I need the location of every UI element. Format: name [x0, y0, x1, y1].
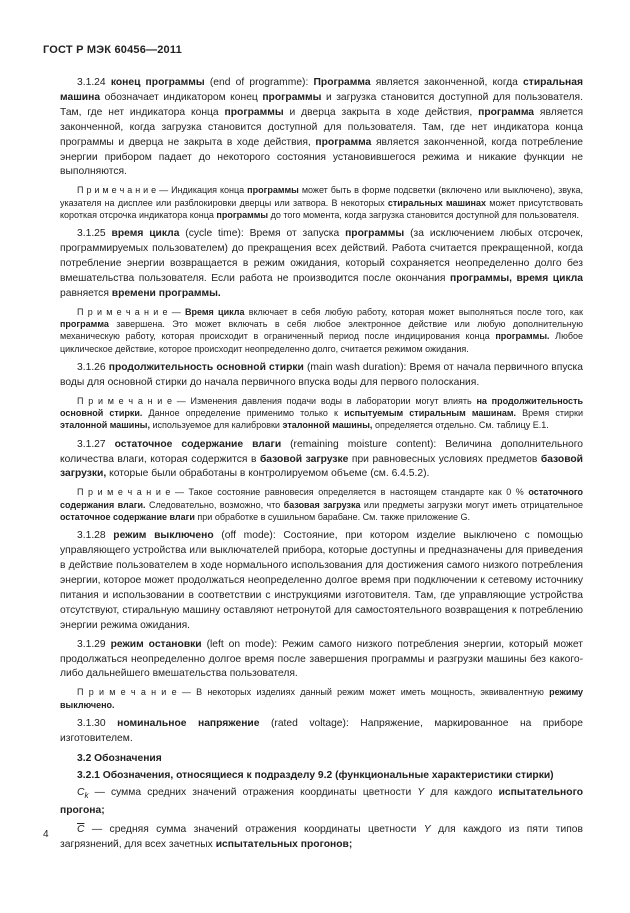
- definition-3-1-28: 3.1.28 режим выключено (off mode): Состояние, при котором изделие выключено с помощью управляющего устройства или выключателей прибора, которые доступны и предназначены для приведения в действие пользователем в ходе нормального использования для достижения самого низкого потребления энергии, которое может продолжаться неопределенно долгое время при подключении к сетевому источнику питания и использовании в соответствии с инструкциями изготовителя. Там, где управляющие устройства отсутствуют, стиральную машину оставляют нетронутой для самостоятельного возвращения к потреблению энергии режима ожидания.: [60, 530, 583, 631]
- definition-3-1-25: 3.1.25 время цикла (cycle time): Время от запуска программы (за исключением любых отсрочек, программируемых пользователем) до прекращения всех действий. Работа считается прекращенной, когда потребление энергии возвращается в режим ожидания, который сохраняется неопределенно долго без вмешательства пользователя. Если работа не производится после окончания программы, время цикла равняется времени программы.: [60, 228, 584, 299]
- definition-3-1-26: 3.1.26 продолжительность основной стирки (main wash duration): Время от начала первичного впуска воды для основной стирки до начала первичного впуска воды для первого полоскания.: [60, 361, 583, 388]
- definition-3-1-30: 3.1.30 номинальное напряжение (rated voltage): Напряжение, маркированное на приборе изготовителем.: [60, 717, 583, 744]
- note-3-1-24: П р и м е ч а н и е — Индикация конца программы может быть в форме подсветки (включено или выключено), звука, указателя на дисплее или разблокировки дверцы или затвора. В некоторых стиральных машинах может присутствовать короткая отсрочка индикатора конца программы до того момента, когда загрузка становится доступной для пользователя.: [60, 185, 584, 220]
- symbol-c-bar: $\overline{C}$ — средняя сумма значений отражения координаты цветности Y для каждого из пяти типов загрязнений, для всех зачетных испытательных прогонов;: [60, 824, 583, 850]
- document-header: ГОСТ Р МЭК 60456—2011: [43, 44, 182, 56]
- note-3-1-27: П р и м е ч а н и е — Такое состояние равновесия определяется в настоящем стандарте как 0 % остаточного содержания влаги. Следовательно, возможно, что базовая загрузка или предметы загрузки могут иметь отрицательное остаточное содержание влаги при обработке в сушильном барабане. См. также приложение G.: [60, 487, 584, 522]
- note-3-1-29: П р и м е ч а н и е — В некоторых изделиях данный режим может иметь мощность, эквивалентную режиму выключено.: [60, 687, 583, 710]
- note-3-1-25: П р и м е ч а н и е — Время цикла включает в себя любую работу, которая может выполняться после того, как программа завершена. Это может включать в себя любое электронное действие или любую дополнительную механическую работу, которая происходит в ограниченный период после индицирования конца программы. Любое циклическое действие, которое происходит неопределенно долго, считается режимом ожидания.: [60, 306, 583, 354]
- page-number: 4: [43, 829, 49, 840]
- section-3-2-1-heading: 3.2.1 Обозначения, относящиеся к подразделу 9.2 (функциональные характеристики стирки): [77, 769, 554, 781]
- definition-3-1-27: 3.1.27 остаточное содержание влаги (remaining moisture content): Величина дополнительного количества влаги, которая содержится в базовой загрузке при равновесных условиях предметов базовой загрузки, которые были обработаны в контролируемом объеме (см. 6.4.5.2).: [60, 438, 584, 480]
- document-body: [60, 76, 583, 857]
- definition-3-1-24: 3.1.24 конец программы (end of programme): Программа является законченной, когда стиральная машина обозначает индикатором конец программы и загрузка становится доступной для пользователя. Там, где нет индикатора конца программы и дверца закрыта в ходе действия, программа является законченной, когда загрузка становится доступной для пользователя. Там, где нет индикатора конца программы и дверца не закрыта в ходе действия, программа является законченной, когда потребление энергии прибором падает до некоторого состояния установившегося режима и никакие функции не выполняются.: [60, 77, 584, 178]
- section-3-2-heading: 3.2 Обозначения: [77, 752, 162, 764]
- definition-3-1-29: 3.1.29 режим остановки (left on mode): Режим самого низкого потребления энергии, который может продолжаться неопределенно долгое время после завершения программы и разгрузки машины без какого-либо дальнейшего вмешательства пользователя.: [60, 638, 583, 680]
- symbol-ck: $C_k$ — сумма средних значений отражения координаты цветности Y для каждого испытательного прогона;: [60, 787, 584, 817]
- note-3-1-26: П р и м е ч а н и е — Изменения давления подачи воды в лаборатории могут влиять на продолжительность основной стирки. Данное определение применимо только к испытуемым стиральным машинам. Время стирки эталонной машины, используемое для калибровки эталонной машины, определяется отдельно. См. таблицу Е.1.: [60, 395, 584, 431]
